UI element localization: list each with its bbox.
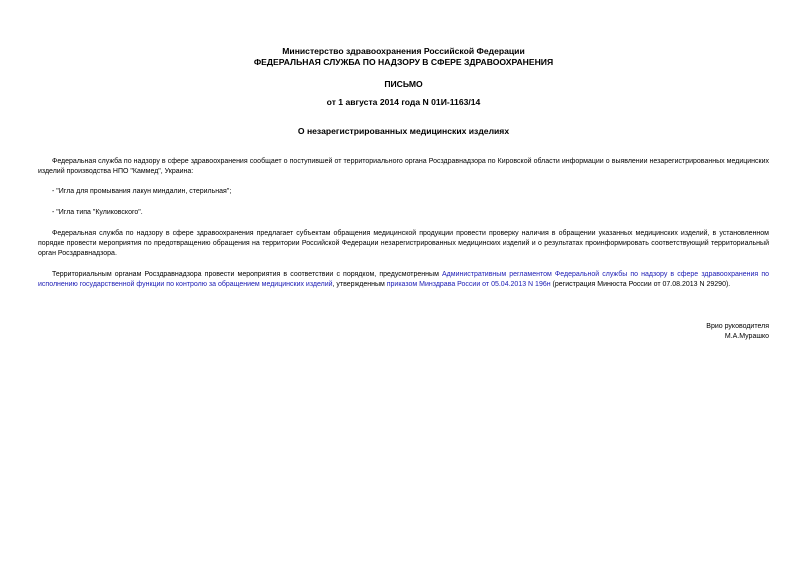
signature-name: М.А.Мурашко (724, 333, 769, 340)
order-link[interactable]: приказом Минздрава России от 05.04.2013 N 196н (386, 281, 551, 289)
paragraph-2: Федеральная служба по надзору в сфере здравоохранения предлагает субъектам обращения медицинской продукции провести проверку наличия в обращении указанных медицинских изделий, в установленном порядке провести мероприятия по предотвращению обращения на территории Российской Федерации незарегистрированных медицинских изделий и о результатах проинформировать соответствующий территориальный орган Росздравнадзора. (38, 230, 769, 258)
list-item-1: - "Игла для промывания лакун миндалин, стерильная"; (52, 188, 232, 195)
paragraph-1: Федеральная служба по надзору в сфере здравоохранения сообщает о поступившей от территориального органа Росздравнадзора по Кировской области информации о выявлении незарегистрированных медицинских изделий производства НПО "Каммед", Украина: (38, 158, 769, 176)
service-title: ФЕДЕРАЛЬНАЯ СЛУЖБА ПО НАДЗОРУ В СФЕРЕ ЗДРАВООХРАНЕНИЯ (253, 57, 554, 67)
document-date-number: от 1 августа 2014 года N 01И-1163/14 (326, 97, 481, 107)
paragraph-3 (38, 270, 769, 290)
regulation-link[interactable]: Административным регламентом Федеральной службы по надзору в сфере здравоохранения по исполнению государственной функции по контролю за обращением медицинских изделий (38, 271, 769, 289)
document-type: ПИСЬМО (384, 79, 423, 89)
paragraph-3-text-mid: , утвержденным (332, 281, 387, 289)
ministry-title: Министерство здравоохранения Российской Федерации (282, 46, 525, 56)
paragraph-3-text-end: (регистрация Минюста России от 07.08.2013 N 29290). (550, 281, 731, 289)
list-item-2: - "Игла типа "Куликовского". (52, 209, 143, 216)
document-subject: О незарегистрированных медицинских изделиях (297, 126, 510, 136)
paragraph-3-text-start: Территориальным органам Росздравнадзора провести мероприятия в соответствии с порядком, предусмотренным (52, 271, 442, 278)
signature-position: Врио руководителя (706, 323, 769, 330)
